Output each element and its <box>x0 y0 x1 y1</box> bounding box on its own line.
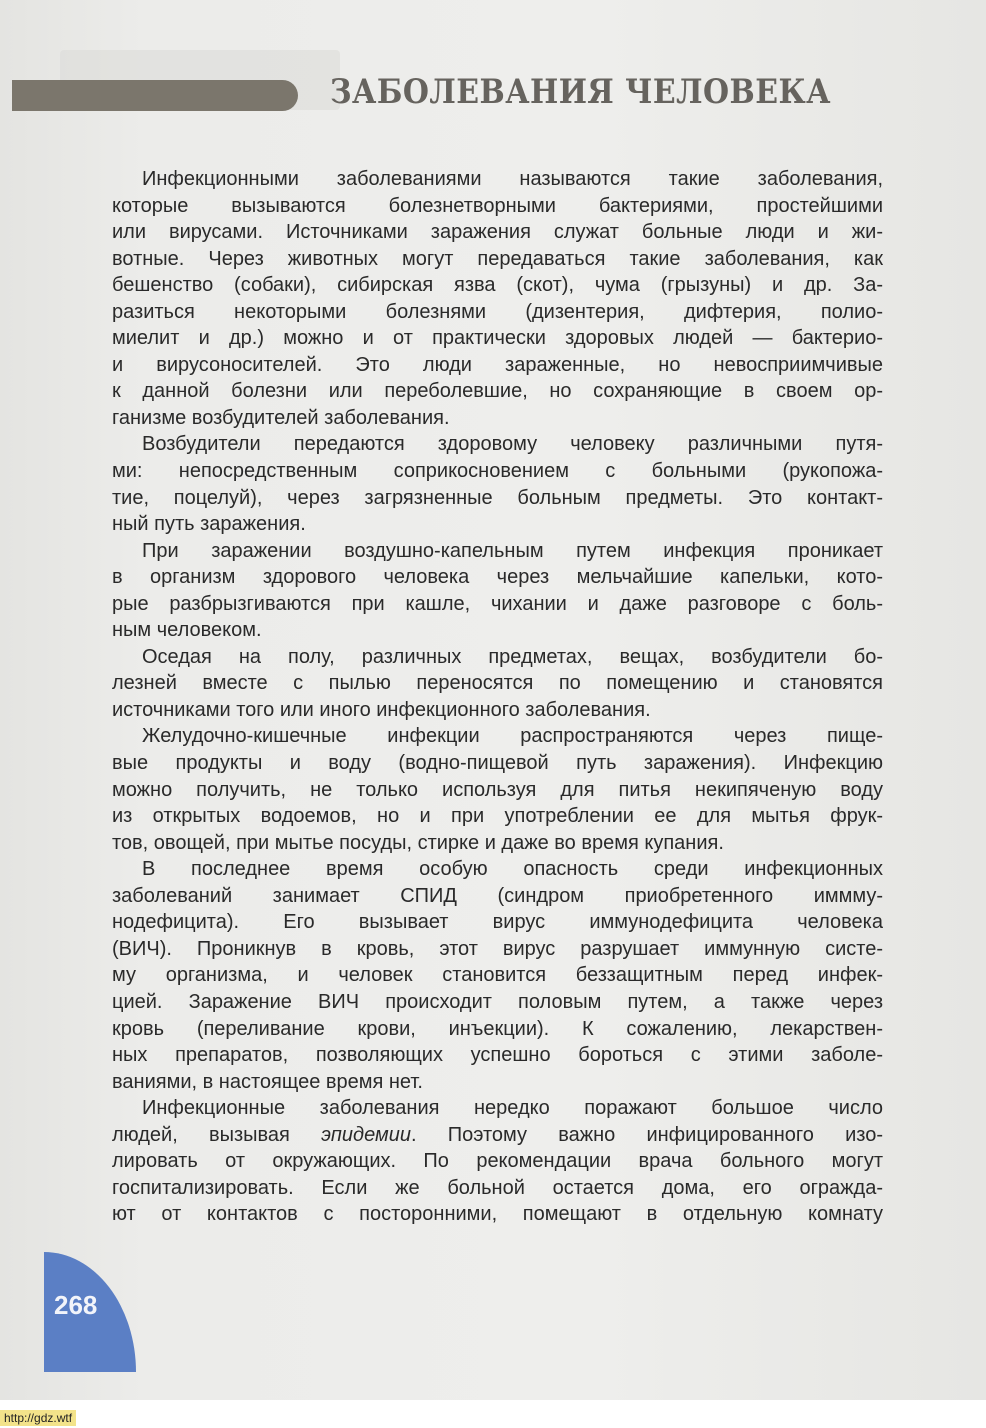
text-line: Желудочно-кишечные инфекции распространяются через пище- <box>142 725 883 748</box>
text-line: нодефицита). Его вызывает вирус иммунодефицита человека <box>112 911 883 934</box>
text-line: В последнее время особую опасность среди инфекционных <box>142 858 883 881</box>
text-line <box>112 1122 883 1149</box>
text-line: кровь (переливание крови, инъекции). К сожалению, лекарствен- <box>112 1017 883 1040</box>
text-line: лировать от окружающих. По рекомендации врача больного могут <box>112 1150 883 1173</box>
text-line: ный путь заражения. <box>112 513 306 536</box>
title-decoration-bar <box>12 80 298 111</box>
text-segment: . Поэтому важно инфицированного изо- <box>410 1123 884 1146</box>
text-line: можно получить, не только используя для питья некипяченую воду <box>112 778 883 801</box>
text-line: Оседая на полу, различных предметах, вещах, возбудители бо- <box>142 645 883 668</box>
emphasized-term: эпидемии <box>321 1123 411 1146</box>
page-number-tab <box>44 1252 136 1372</box>
text-line: бешенство (собаки), сибирская язва (скот), чума (грызуны) и др. За- <box>112 274 883 297</box>
text-line: разиться некоторыми болезнями (дизентерия, дифтерия, полио- <box>112 300 883 323</box>
text-line: вые продукты и воду (водно-пищевой путь заражения). Инфекцию <box>112 752 883 775</box>
text-line: к данной болезни или переболевшие, но сохраняющие в своем ор- <box>112 380 883 403</box>
text-line: При заражении воздушно-капельным путем инфекция проникает <box>142 539 883 562</box>
text-line: в организм здорового человека через мельчайшие капельки, кото- <box>112 566 883 589</box>
text-line: Инфекционными заболеваниями называются такие заболевания, <box>142 168 883 190</box>
text-line: ваниями, в настоящее время нет. <box>112 1070 423 1093</box>
text-line: ми: непосредственным соприкосновением с больными (рукопожа- <box>112 460 883 483</box>
text-line: миелит и др.) можно и от практически здоровых людей — бактерио- <box>112 327 883 350</box>
text-line: ным человеком. <box>112 619 262 642</box>
text-line: Инфекционные заболевания нередко поражают большое число <box>142 1097 883 1120</box>
text-line: которые вызываются болезнетворными бактериями, простейшими <box>112 194 883 217</box>
body-text <box>112 166 883 1228</box>
text-segment: людей, вызывая <box>112 1123 322 1146</box>
text-line: из открытых водоемов, но и при употреблении ее для мытья фрук- <box>112 805 883 828</box>
text-line: заболеваний занимает СПИД (синдром приобретенного иммму- <box>112 884 883 907</box>
page-number: 268 <box>54 1290 98 1320</box>
source-url-label[interactable]: http://gdz.wtf <box>0 1410 76 1426</box>
text-line: ют от контактов с посторонними, помещают в отдельную комнату <box>112 1203 883 1226</box>
text-line: (ВИЧ). Проникнув в кровь, этот вирус разрушает иммунную систе- <box>112 937 883 960</box>
text-line: ных препаратов, позволяющих успешно бороться с этими заболе- <box>112 1044 883 1067</box>
text-line: и вирусоносителей. Это люди зараженные, но невосприимчивые <box>112 353 883 376</box>
text-line: вотные. Через животных могут передаваться такие заболевания, как <box>112 247 883 270</box>
text-line: рые разбрызгиваются при кашле, чихании и даже разговоре с боль- <box>112 592 883 615</box>
text-line: источниками того или иного инфекционного заболевания. <box>112 698 651 721</box>
text-line: тие, поцелуй), через загрязненные больным предметы. Это контакт- <box>112 486 883 509</box>
page-title: ЗАБОЛЕВАНИЯ ЧЕЛОВЕКА <box>330 72 831 112</box>
text-line: цией. Заражение ВИЧ происходит половым путем, а также через <box>112 990 883 1013</box>
text-line: тов, овощей, при мытье посуды, стирке и даже во время купания. <box>112 831 724 854</box>
text-line: Возбудители передаются здоровому человеку различными путя- <box>142 433 883 456</box>
text-line: или вирусами. Источниками заражения служат больные люди и жи- <box>112 221 883 244</box>
text-line: ганизме возбудителей заболевания. <box>112 406 450 429</box>
text-line: госпитализировать. Если же больной остается дома, его огражда- <box>112 1176 883 1199</box>
text-line: му организма, и человек становится беззащитным перед инфек- <box>112 964 883 987</box>
text-line: лезней вместе с пылью переносятся по помещению и становятся <box>112 672 883 695</box>
